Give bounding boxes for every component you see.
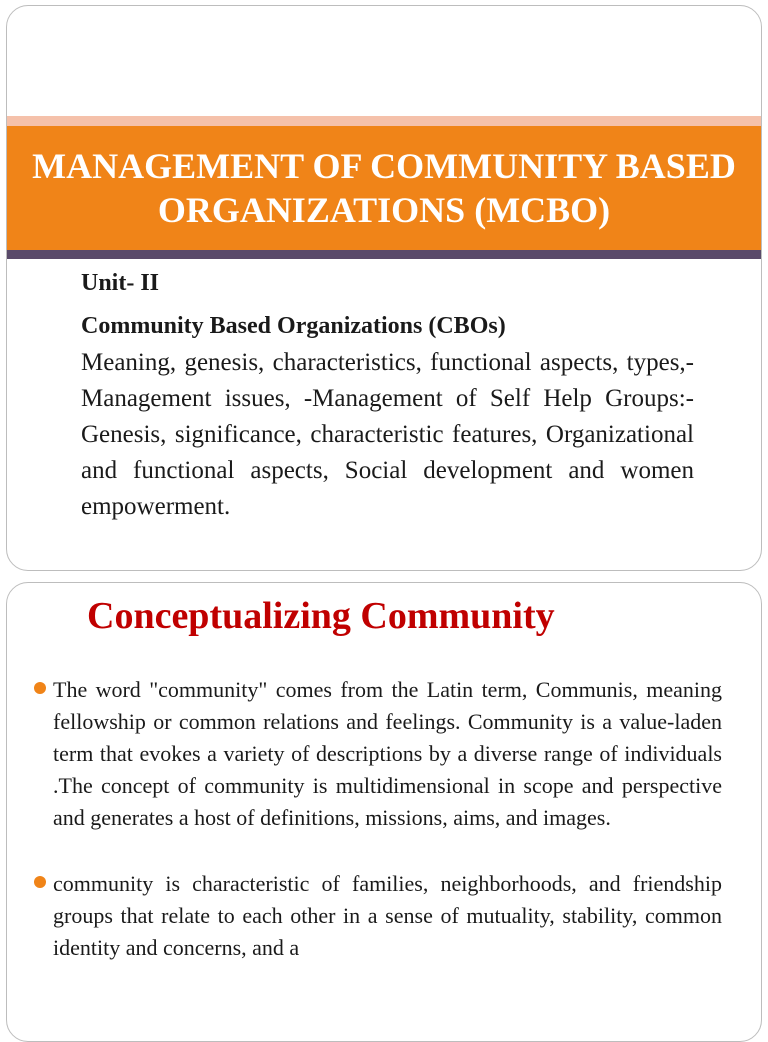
bullet-item bbox=[53, 674, 722, 834]
bullet-text: community is characteristic of families, neighborhoods, and friendship groups that relate to each other in a sense of mutuality, stability, common identity and concerns, and a bbox=[53, 871, 722, 960]
slide-title-heading: MANAGEMENT OF COMMUNITY BASED ORGANIZATIONS (MCBO) bbox=[32, 146, 736, 230]
title-band-top-stripe bbox=[7, 116, 761, 126]
title-band bbox=[7, 126, 761, 250]
bullet-item bbox=[53, 868, 722, 964]
topics-paragraph: Meaning, genesis, characteristics, functional aspects, types,-Management issues, -Management of Self Help Groups:-Genesis, significance, characteristic features, Organizational and functional aspects, Social development and women empowerment. bbox=[81, 349, 694, 520]
bullet-dot-icon bbox=[34, 876, 46, 888]
slide-heading: Conceptualizing Community bbox=[87, 595, 555, 637]
section-subheading: Community Based Organizations (CBOs) bbox=[81, 313, 506, 339]
slide-conceptualizing-community bbox=[6, 582, 762, 1042]
title-band-bottom-stripe bbox=[7, 250, 761, 259]
bullet-list bbox=[53, 674, 722, 998]
slide-body bbox=[81, 266, 694, 525]
slide-title bbox=[6, 5, 762, 571]
bullet-dot-icon bbox=[34, 682, 46, 694]
bullet-text: The word "community" comes from the Latin term, Communis, meaning fellowship or common relations and feelings. Community is a value-laden term that evokes a variety of descriptions by a diverse range of individuals .The concept of community is multidimensional in scope and perspective and generates a host of definitions, missions, aims, and images. bbox=[53, 677, 722, 830]
unit-label: Unit- II bbox=[81, 270, 160, 296]
